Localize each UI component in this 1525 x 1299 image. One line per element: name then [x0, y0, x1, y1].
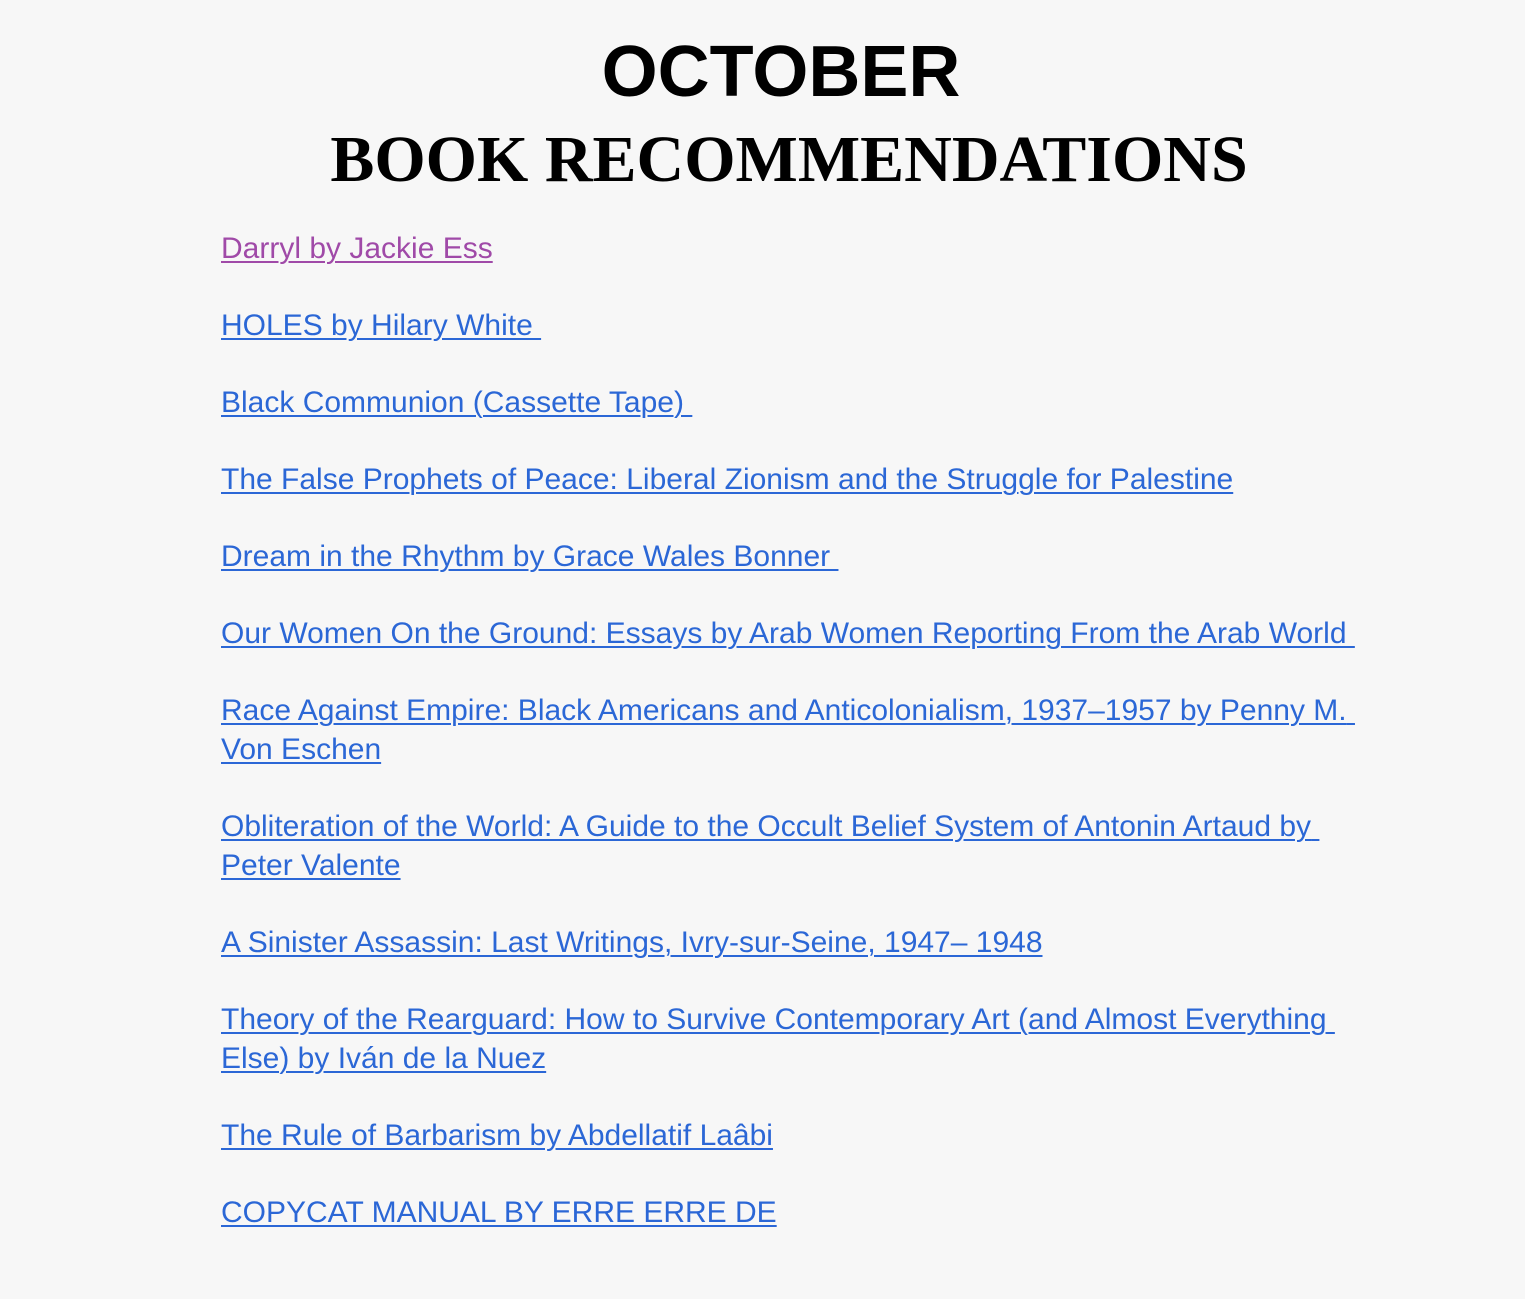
book-link-race-against-empire[interactable]: Race Against Empire: Black Americans and Anticolonialism, 1937–1957 by Penny M. Von Eschen	[221, 694, 1355, 766]
list-item	[221, 1000, 1351, 1078]
book-link-our-women-on-the-ground[interactable]: Our Women On the Ground: Essays by Arab Women Reporting From the Arab World	[221, 617, 1355, 650]
list-item	[221, 460, 1351, 499]
list-item	[221, 807, 1351, 885]
list-item	[221, 614, 1355, 653]
book-link-holes[interactable]: HOLES by Hilary White	[221, 309, 542, 342]
list-item	[221, 306, 1351, 345]
book-link-black-communion[interactable]: Black Communion (Cassette Tape)	[221, 386, 693, 419]
list-item	[221, 691, 1355, 769]
page-subtitle: BOOK RECOMMENDATIONS	[330, 123, 1248, 196]
book-link-darryl[interactable]: Darryl by Jackie Ess	[221, 232, 493, 265]
list-item	[221, 1116, 1351, 1155]
list-item	[221, 1193, 1351, 1232]
page-title-month: OCTOBER	[601, 32, 961, 112]
list-item	[221, 383, 1351, 422]
book-link-sinister-assassin[interactable]: A Sinister Assassin: Last Writings, Ivry-sur-Seine, 1947– 1948	[221, 926, 1043, 959]
book-link-dream-in-the-rhythm[interactable]: Dream in the Rhythm by Grace Wales Bonner	[221, 540, 839, 573]
book-list	[221, 229, 1355, 1270]
book-link-false-prophets[interactable]: The False Prophets of Peace: Liberal Zionism and the Struggle for Palestine	[221, 463, 1234, 496]
book-link-theory-of-the-rearguard[interactable]: Theory of the Rearguard: How to Survive Contemporary Art (and Almost Everything Else) by Iván de la Nuez	[221, 1003, 1335, 1075]
list-item	[221, 923, 1351, 962]
book-link-copycat-manual[interactable]: COPYCAT MANUAL BY ERRE ERRE DE	[221, 1196, 777, 1229]
book-link-rule-of-barbarism[interactable]: The Rule of Barbarism by Abdellatif Laâbi	[221, 1119, 773, 1152]
book-link-obliteration-of-the-world[interactable]: Obliteration of the World: A Guide to the Occult Belief System of Antonin Artaud by Peter Valente	[221, 810, 1320, 882]
list-item	[221, 537, 1351, 576]
list-item	[221, 229, 1351, 268]
